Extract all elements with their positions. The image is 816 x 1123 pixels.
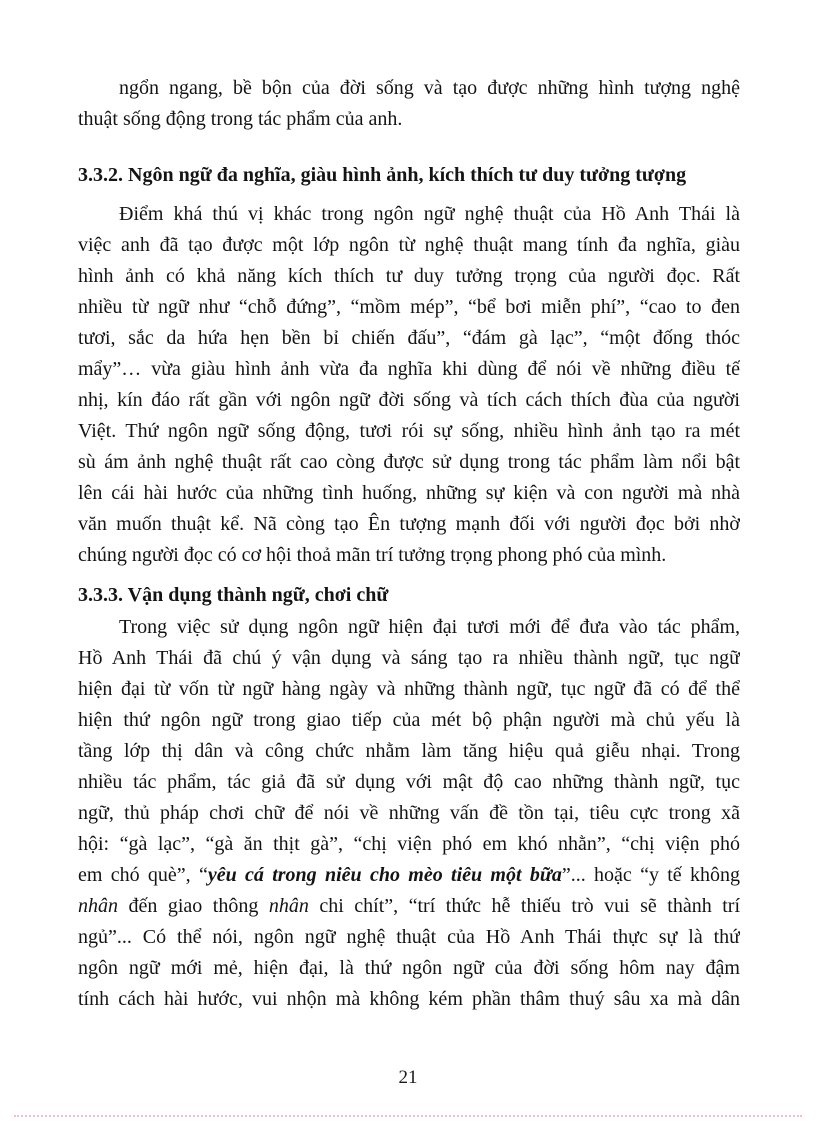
- page-number: 21: [398, 1067, 418, 1088]
- text-line: ngổn ngang, bề bộn của đời sống và tạo được những hình tượng nghệ: [119, 77, 740, 99]
- text-segment: ”... hoặc “y tế không: [561, 864, 740, 886]
- paragraph: [78, 612, 740, 1015]
- text-line: [78, 891, 740, 922]
- text-segment: nhân: [268, 895, 309, 917]
- text-line: Điểm khá thú vị khác trong ngôn ngữ nghệ thuật của Hồ Anh Thái là: [119, 203, 740, 225]
- text-line: Trong việc sử dụng ngôn ngữ hiện đại tươi mới để đưa vào tác phẩm,: [119, 616, 740, 638]
- section-heading: 3.3.3. Vận dụng thành ngữ, chơi chữ: [78, 584, 389, 606]
- text-line: Việt. Thứ ngôn ngữ sống động, tươi rói sự sống, nhiều hình ảnh tạo ra mét: [78, 420, 740, 442]
- text-line: nhiều tác phẩm, tác giả đã sử dụng với mật độ cao những thành ngữ, tục: [78, 771, 740, 793]
- section-heading: 3.3.2. Ngôn ngữ đa nghĩa, giàu hình ảnh, kích thích tư duy tưởng tượng: [78, 164, 687, 186]
- content: [78, 73, 740, 1015]
- text-line: nhị, kín đáo rất gần với ngôn ngữ đời sống và tích cách thích đùa của người: [78, 389, 740, 411]
- text-line: [78, 860, 740, 891]
- text-line: mẩy”… vừa giàu hình ảnh vừa đa nghĩa khi dùng để nói về những điều tế: [78, 358, 740, 380]
- text-line: tươi, sắc da hứa hẹn bền bỉ chiến đấu”, “đám gà lạc”, “một đống thóc: [78, 327, 740, 349]
- text-line: thuật sống động trong tác phẩm của anh.: [78, 108, 403, 130]
- text-line: hội: “gà lạc”, “gà ăn thịt gà”, “chị viện phó em khó nhằn”, “chị viện phó: [78, 833, 740, 855]
- text-line: ngủ”... Có thể nói, ngôn ngữ nghệ thuật của Hồ Anh Thái thực sự là thứ: [78, 926, 740, 948]
- text-line: hiện đại từ vốn từ ngữ hàng ngày và những thành ngữ, tục ngữ đã có để thể: [78, 678, 740, 700]
- text-segment: đến giao thông: [118, 895, 269, 917]
- text-line: sù ám ảnh nghệ thuật rất cao còng được sử dụng trong tác phẩm làm nổi bật: [78, 451, 740, 473]
- text-line: tính cách hài hước, vui nhộn mà không kém phần thâm thuý sâu xa mà dân: [78, 988, 740, 1010]
- text-line: chúng người đọc có cơ hội thoả mãn trí tưởng trọng phong phó của mình.: [78, 544, 667, 566]
- text-line: hiện thứ ngôn ngữ trong giao tiếp của mét bộ phận người mà chủ yếu là: [78, 709, 740, 731]
- text-segment: chi chít”, “trí thức hễ thiếu trò vui sẽ thành trí: [308, 895, 740, 917]
- text-segment: nhân: [78, 895, 118, 917]
- text-segment: em chó què”, “: [78, 864, 208, 886]
- text-line: hình ảnh có khả năng kích thích tư duy tưởng trọng của người đọc. Rất: [78, 265, 740, 287]
- text-line: ngôn ngữ mới mẻ, hiện đại, là thứ ngôn ngữ của đời sống hôm nay đậm: [78, 957, 740, 979]
- text-line: nhiều từ ngữ như “chỗ đứng”, “mồm mép”, “bể bơi miễn phí”, “cao to đen: [78, 296, 740, 318]
- text-segment: yêu cá trong niêu cho mèo tiêu một bữa: [207, 864, 562, 886]
- page-bottom-divider: [14, 1115, 802, 1117]
- paragraph: [78, 73, 740, 135]
- text-line: lên cái hài hước của những tình huống, những sự kiện và con người mà nhà: [78, 482, 740, 504]
- text-line: văn muốn thuật kể. Nã còng tạo Ên tượng mạnh đối với người đọc bởi nhờ: [78, 513, 740, 535]
- text-line: việc anh đã tạo được một lớp ngôn từ nghệ thuật mang tính đa nghĩa, giàu: [78, 234, 740, 256]
- text-line: Hồ Anh Thái đã chú ý vận dụng và sáng tạo ra nhiều thành ngữ, tục ngữ: [78, 647, 740, 669]
- text-line: ngữ, thủ pháp chơi chữ để nói về những vấn đề tồn tại, tiêu cực trong xã: [78, 802, 740, 824]
- text-line: tầng lớp thị dân và công chức nhằm làm tăng hiệu quả giễu nhại. Trong: [78, 740, 740, 762]
- paragraph: [78, 199, 740, 571]
